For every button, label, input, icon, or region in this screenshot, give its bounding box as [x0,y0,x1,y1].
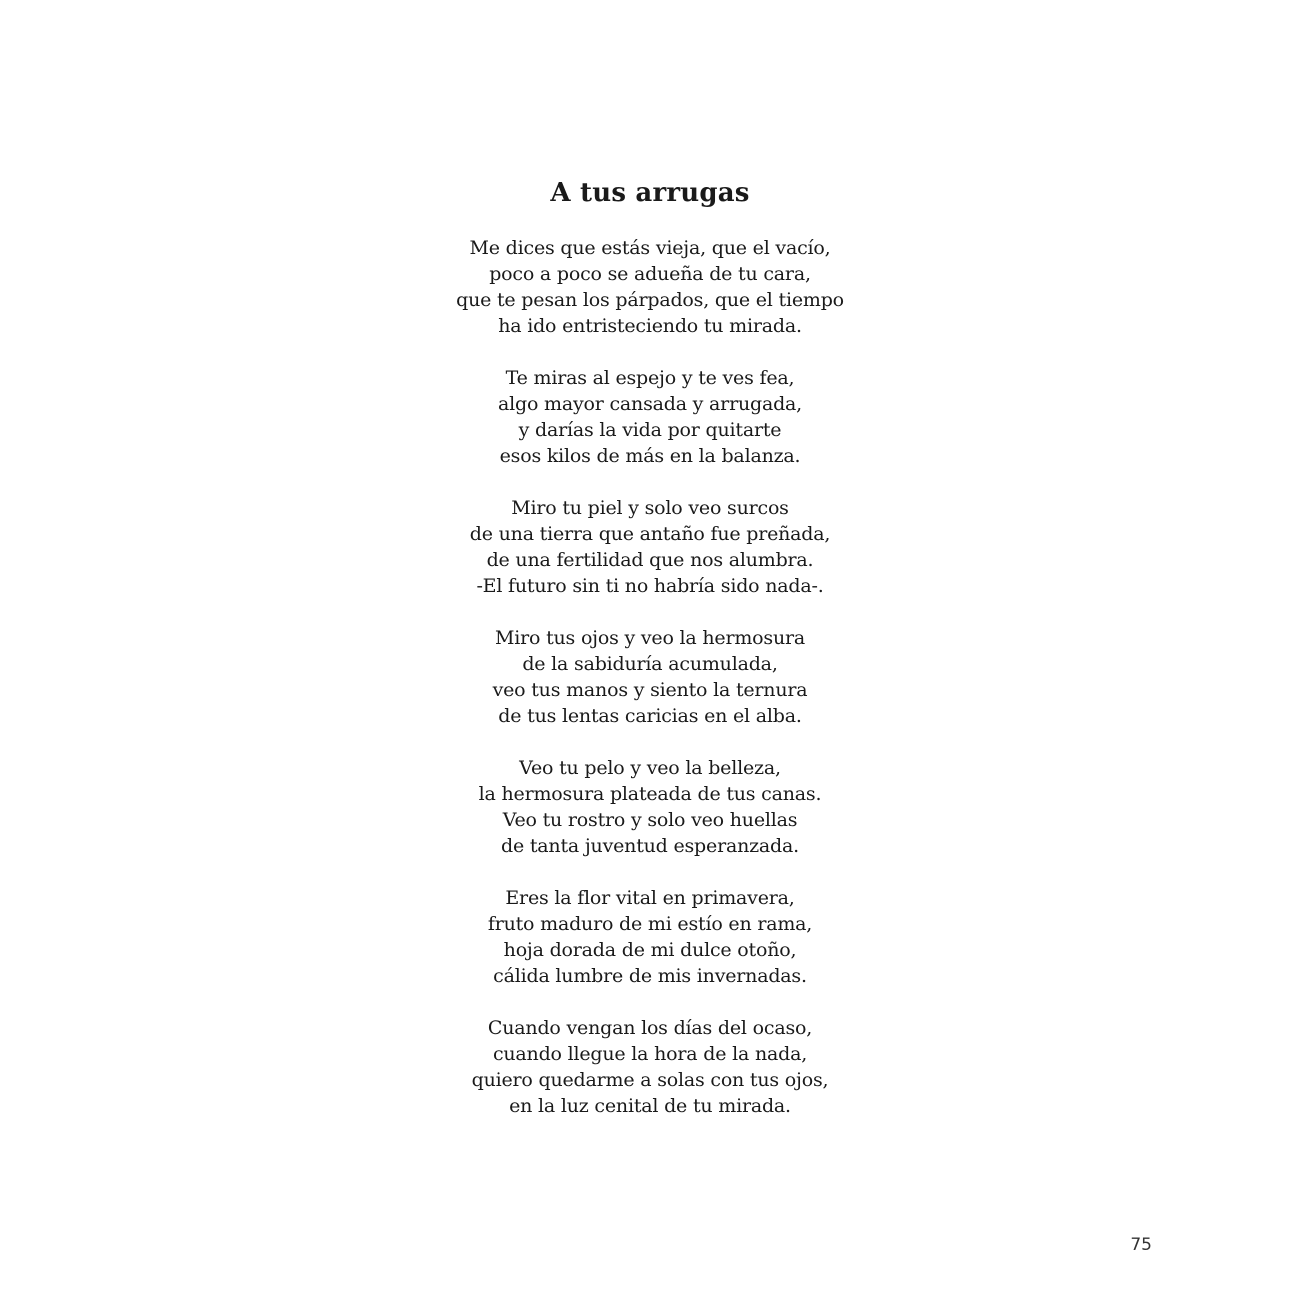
verse-line: Te miras al espejo y te ves fea, [505,367,795,389]
verse-line: de una tierra que antaño fue preñada, [469,523,831,545]
stanza-4 [0,625,1300,729]
verse-line: ha ido entristeciendo tu mirada. [498,315,802,337]
stanza-3 [0,495,1300,599]
verse-line: y darías la vida por quitarte [518,419,782,441]
verse-line: -El futuro sin ti no habría sido nada-. [476,575,824,597]
verse-line: Miro tu piel y solo veo surcos [511,497,789,519]
stanza-7 [0,1015,1300,1119]
verse-line: algo mayor cansada y arrugada, [497,393,803,415]
verse-line: de tanta juventud esperanzada. [501,835,799,857]
stanza-1 [0,235,1300,339]
verse-line: quiero quedarme a solas con tus ojos, [471,1069,829,1091]
stanza-2 [0,365,1300,469]
poem-title: A tus arrugas [550,178,750,208]
verse-line: que te pesan los párpados, que el tiempo [456,289,844,311]
verse-line: Eres la flor vital en primavera, [505,887,795,909]
page-number: 75 [1130,1235,1152,1255]
verse-line: cálida lumbre de mis invernadas. [493,965,807,987]
verse-line: cuando llegue la hora de la nada, [492,1043,808,1065]
poem-body [0,235,1300,1145]
verse-line: hoja dorada de mi dulce otoño, [503,939,797,961]
stanza-5 [0,755,1300,859]
verse-line: poco a poco se adueña de tu cara, [489,263,811,285]
verse-line: fruto maduro de mi estío en rama, [487,913,813,935]
verse-line: Veo tu rostro y solo veo huellas [502,809,798,831]
verse-line: la hermosura plateada de tus canas. [478,783,822,805]
verse-line: de tus lentas caricias en el alba. [498,705,802,727]
verse-line: Miro tus ojos y veo la hermosura [494,627,805,649]
verse-line: en la luz cenital de tu mirada. [509,1095,791,1117]
verse-line: de la sabiduría acumulada, [522,653,778,675]
verse-line: de una fertilidad que nos alumbra. [486,549,814,571]
verse-line: esos kilos de más en la balanza. [499,445,801,467]
verse-line: veo tus manos y siento la ternura [492,679,808,701]
verse-line: Veo tu pelo y veo la belleza, [519,757,781,779]
verse-line: Cuando vengan los días del ocaso, [487,1017,813,1039]
verse-line: Me dices que estás vieja, que el vacío, [469,237,831,259]
stanza-6 [0,885,1300,989]
